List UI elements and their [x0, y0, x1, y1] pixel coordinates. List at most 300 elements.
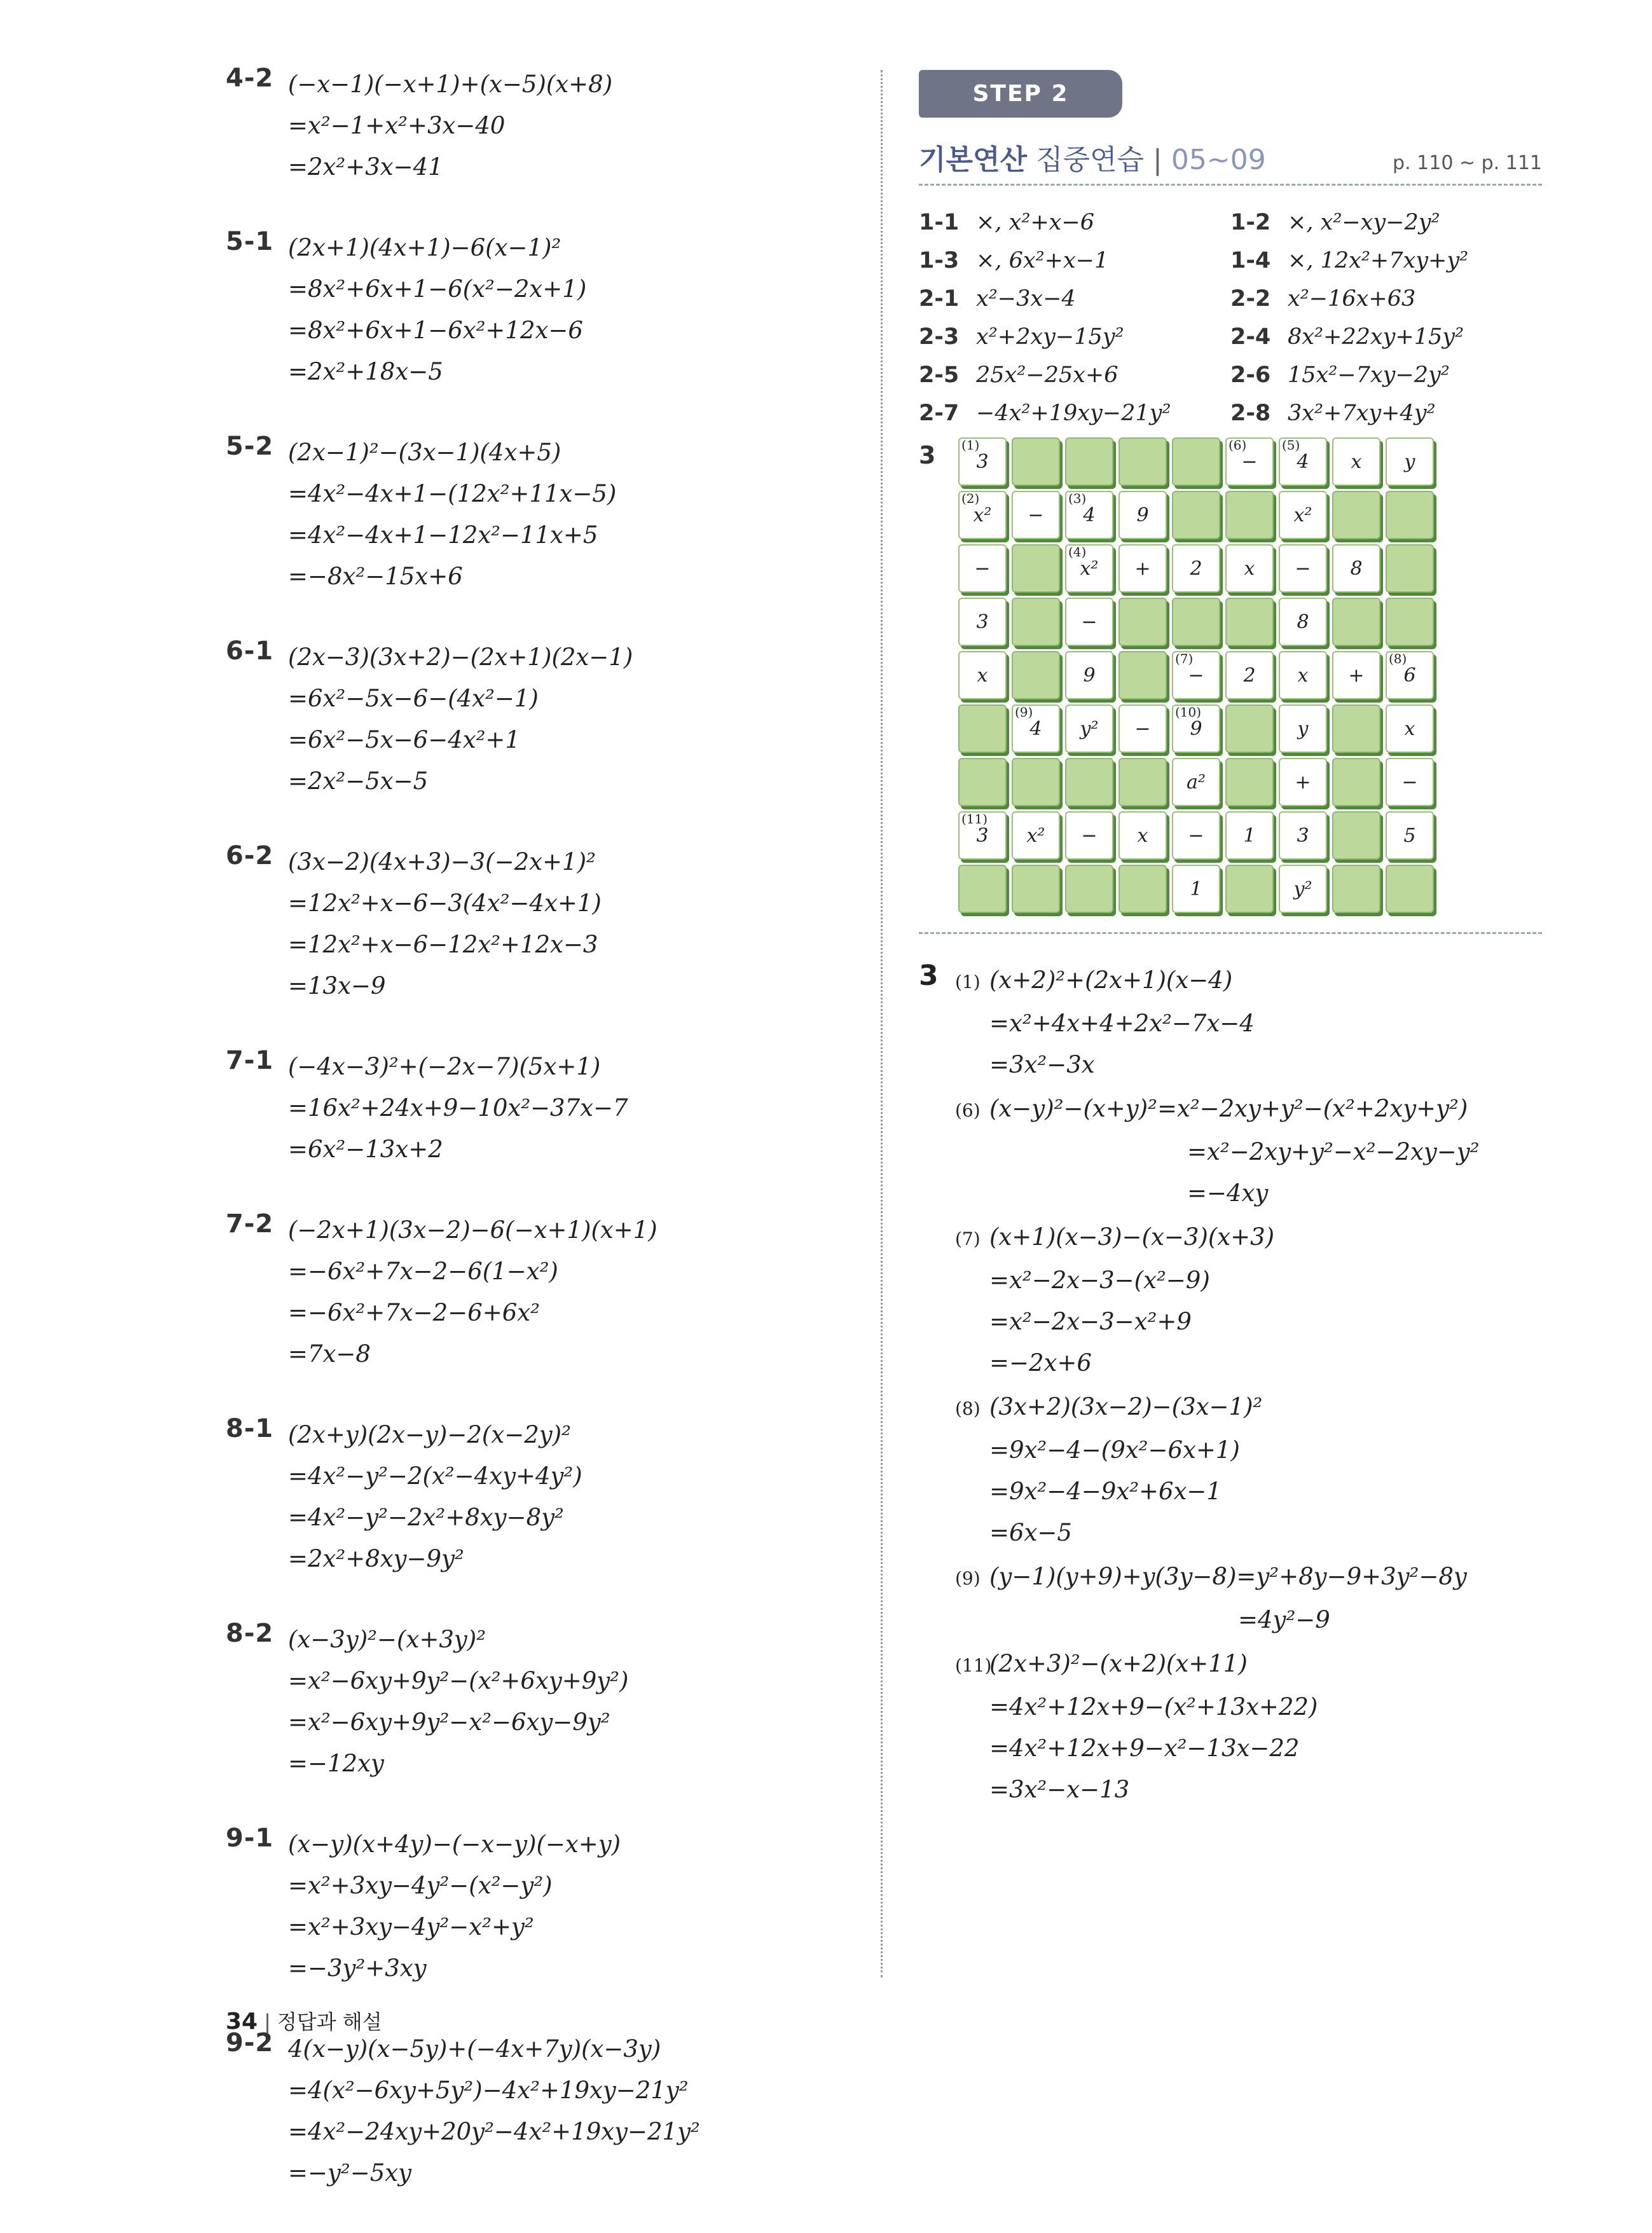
- solutions: [919, 959, 1542, 1810]
- puzzle-blank-cell: [1119, 865, 1167, 913]
- puzzle-cell: [1065, 704, 1113, 753]
- puzzle-clue-number: (6): [1229, 437, 1247, 453]
- puzzle-cell: [1065, 651, 1113, 699]
- puzzle-cell: [1279, 598, 1327, 646]
- puzzle-cell-value: −: [974, 557, 991, 580]
- puzzle-cell: [1065, 491, 1113, 539]
- puzzle-cell-value: 5: [1403, 824, 1416, 847]
- puzzle-blank-cell: [1225, 491, 1274, 539]
- puzzle-cell: [958, 651, 1007, 699]
- cross-number-puzzle: [919, 436, 1542, 919]
- answer-item: [1230, 286, 1542, 312]
- puzzle-cell: [1279, 758, 1327, 806]
- puzzle-blank-cell: [1012, 598, 1060, 646]
- equation-line: =4y²−9: [1238, 1606, 1330, 1633]
- puzzle-cell-value: 3: [1297, 824, 1309, 847]
- puzzle-cell-value: x²: [1080, 557, 1099, 580]
- equation-line: (−4x−3)²+(−2x−7)(5x+1): [288, 1053, 601, 1080]
- answer-value: x²−3x−4: [976, 286, 1076, 312]
- answer-item: [919, 286, 1230, 312]
- puzzle-cell: [1065, 811, 1113, 860]
- answer-row: [919, 280, 1542, 318]
- puzzle-grid: [957, 436, 1438, 917]
- puzzle-blank-cell: [1119, 758, 1167, 806]
- equation-line: =2x²−5x−5: [288, 767, 429, 795]
- puzzle-cell-value: 6: [1403, 664, 1416, 687]
- equation-line: (x−y)(x+4y)−(−x−y)(−x+y): [288, 1831, 621, 1858]
- equation-line: =−12xy: [288, 1750, 384, 1777]
- equation-line: =9x²−4−9x²+6x−1: [989, 1478, 1222, 1505]
- puzzle-cell: [1386, 704, 1434, 753]
- equation-line: =x²+3xy−4y²−x²+y²: [288, 1913, 534, 1941]
- equation-line: =x²−2x−3−(x²−9): [989, 1267, 1210, 1294]
- problem-block: [226, 227, 849, 392]
- puzzle-blank-cell: [1225, 758, 1274, 806]
- puzzle-blank-cell: [1172, 598, 1220, 646]
- equation-line: =6x²−13x+2: [288, 1136, 443, 1163]
- equation-line: =4x²−y²−2(x²−4xy+4y²): [288, 1462, 582, 1490]
- equation-line: =16x²+24x+9−10x²−37x−7: [288, 1094, 628, 1122]
- equation-line: (2x+y)(2x−y)−2(x−2y)²: [288, 1421, 571, 1448]
- equation-line: =2x²+18x−5: [288, 358, 443, 385]
- puzzle-label: 3: [919, 441, 936, 469]
- answer-value: x²+2xy−15y²: [976, 324, 1124, 350]
- equation-line: =−6x²+7x−2−6(1−x²): [288, 1258, 558, 1285]
- equation-line: =4x²−24xy+20y²−4x²+19xy−21y²: [288, 2118, 700, 2145]
- equation-line: =−8x²−15x+6: [288, 563, 463, 590]
- puzzle-cell-value: y²: [1293, 877, 1312, 900]
- problem-lines: [288, 841, 849, 1007]
- puzzle-blank-cell: [1332, 704, 1380, 753]
- puzzle-cell-value: 1: [1243, 824, 1256, 847]
- puzzle-blank-cell: [1332, 758, 1380, 806]
- puzzle-blank-cell: [1012, 651, 1060, 699]
- puzzle-blank-cell: [1332, 811, 1380, 860]
- section-title-range: 05~09: [1171, 144, 1266, 176]
- section-title-rest: 집중연습: [1036, 144, 1145, 176]
- answer-key: 1-3: [919, 248, 960, 273]
- equation-line: =x²+4x+4+2x²−7x−4: [989, 1010, 1255, 1037]
- puzzle-cell: [1386, 651, 1434, 699]
- solution-first-row: [955, 1216, 1542, 1260]
- equation-line: =6x−5: [989, 1519, 1072, 1546]
- equation-line: =3x²−x−13: [989, 1776, 1130, 1803]
- puzzle-cell: [1172, 865, 1220, 913]
- puzzle-cell: [1386, 758, 1434, 806]
- solution-block: [955, 1386, 1542, 1553]
- answer-key: 2-2: [1230, 286, 1271, 312]
- solution-block: [955, 1216, 1542, 1384]
- puzzle-clue-number: (8): [1389, 651, 1407, 666]
- answer-row: [919, 203, 1542, 242]
- answer-value: ×, 6x²+x−1: [976, 248, 1109, 273]
- puzzle-cell: [1172, 811, 1220, 860]
- footer: [226, 2006, 382, 2035]
- puzzle-cell: [1279, 491, 1327, 539]
- solution-label: (6): [955, 1100, 981, 1121]
- puzzle-blank-cell: [1065, 758, 1113, 806]
- puzzle-cell: [1332, 544, 1380, 593]
- equation-line: =x²−6xy+9y²−x²−6xy−9y²: [288, 1708, 610, 1736]
- equation-line: =3x²−3x: [989, 1051, 1095, 1078]
- equation-line: (x−y)²−(x+y)²=x²−2xy+y²−(x²+2xy+y²): [989, 1095, 1468, 1122]
- equation-line: =2x²+8xy−9y²: [288, 1545, 464, 1572]
- puzzle-cell: [958, 491, 1007, 539]
- solution-first-row: [955, 1386, 1542, 1429]
- equation-line: =4x²−y²−2x²+8xy−8y²: [288, 1504, 564, 1531]
- footer-text: 정답과 해설: [277, 2010, 382, 2034]
- answer-key: 1-1: [919, 210, 960, 235]
- puzzle-blank-cell: [1012, 758, 1060, 806]
- solution-block: [955, 1556, 1542, 1640]
- answer-item: [919, 248, 1230, 273]
- puzzle-clue-number: (11): [961, 811, 988, 827]
- problem-label: 6-1: [226, 636, 274, 666]
- puzzle-cell-value: a²: [1187, 771, 1206, 794]
- answer-value: 25x²−25x+6: [976, 362, 1119, 388]
- puzzle-cell-value: x: [1404, 717, 1415, 740]
- problem-lines: [288, 1824, 849, 1989]
- problem-block: [226, 64, 849, 188]
- puzzle-cell: [1119, 811, 1167, 860]
- equation-line: =x²−2xy+y²−x²−2xy−y²: [1187, 1138, 1480, 1165]
- puzzle-blank-cell: [1332, 865, 1380, 913]
- equation-line: (2x+1)(4x+1)−6(x−1)²: [288, 234, 561, 261]
- equation-line: =7x−8: [288, 1340, 371, 1368]
- answer-value: 15x²−7xy−2y²: [1288, 362, 1450, 388]
- solution-label: (7): [955, 1228, 981, 1249]
- section-divider: [919, 932, 1542, 934]
- puzzle-blank-cell: [1065, 865, 1113, 913]
- problem-lines: [288, 227, 849, 392]
- problem-label: 7-1: [226, 1046, 274, 1075]
- puzzle-cell-value: −: [1081, 824, 1098, 847]
- puzzle-cell-value: −: [1295, 557, 1311, 580]
- problem-label: 6-2: [226, 841, 274, 870]
- answer-value: −4x²+19xy−21y²: [976, 401, 1171, 426]
- puzzle-cell-value: −: [1188, 824, 1204, 847]
- puzzle-blank-cell: [1119, 651, 1167, 699]
- answer-item: [919, 362, 1230, 388]
- puzzle-clue-number: (1): [961, 437, 980, 453]
- puzzle-cell: [1225, 544, 1274, 593]
- puzzle-cell: [1065, 544, 1113, 593]
- equation-line: =−2x+6: [989, 1349, 1092, 1377]
- puzzle-cell: [1386, 437, 1434, 486]
- equation-line: 4(x−y)(x−5y)+(−4x+7y)(x−3y): [288, 2035, 661, 2063]
- equation-line: =x²+3xy−4y²−(x²−y²): [288, 1872, 553, 1899]
- answer-value: ×, 12x²+7xy+y²: [1288, 248, 1469, 273]
- equation-line: =2x²+3x−41: [288, 153, 443, 181]
- solution-label: (1): [955, 972, 981, 993]
- puzzle-cell: [1279, 544, 1327, 593]
- answer-key: 2-8: [1230, 401, 1271, 426]
- problem-label: 9-2: [226, 2028, 274, 2058]
- answer-row: [919, 242, 1542, 280]
- puzzle-cell: [1279, 811, 1327, 860]
- equation-line: =−4xy: [1187, 1179, 1269, 1207]
- solution-first-row: [955, 1088, 1542, 1131]
- puzzle-cell-value: +: [1348, 664, 1365, 687]
- equation-line: (3x−2)(4x+3)−3(−2x+1)²: [288, 848, 596, 876]
- puzzle-cell-value: 1: [1190, 877, 1202, 900]
- answer-row: [919, 356, 1542, 394]
- answer-value: 8x²+22xy+15y²: [1288, 324, 1464, 350]
- puzzle-cell-value: −: [1241, 450, 1258, 473]
- puzzle-cell-value: 3: [976, 450, 989, 473]
- section-pages: p. 110 ~ p. 111: [1393, 152, 1542, 174]
- puzzle-cell-value: x: [1351, 450, 1362, 473]
- puzzle-cell: [1012, 704, 1060, 753]
- puzzle-blank-cell: [1119, 598, 1167, 646]
- answer-key: 1-2: [1230, 210, 1271, 235]
- puzzle-cell-value: −: [1188, 664, 1204, 687]
- puzzle-blank-cell: [958, 704, 1007, 753]
- puzzle-cell: [1172, 651, 1220, 699]
- page-number: 34: [226, 2009, 258, 2035]
- equation-line: =−3y²+3xy: [288, 1955, 427, 1982]
- problem-block: [226, 1209, 849, 1375]
- problem-label: 7-2: [226, 1209, 274, 1239]
- problem-lines: [288, 1046, 849, 1170]
- puzzle-cell: [1225, 651, 1274, 699]
- solution-block: [955, 959, 1542, 1085]
- answer-item: [919, 324, 1230, 350]
- answer-value: x²−16x+63: [1288, 286, 1416, 312]
- problem-lines: [288, 64, 849, 188]
- equation-line: (y−1)(y+9)+y(3y−8)=y²+8y−9+3y²−8y: [989, 1563, 1467, 1590]
- problem-block: [226, 1619, 849, 1784]
- answer-item: [1230, 248, 1542, 273]
- equation-line: (2x−1)²−(3x−1)(4x+5): [288, 439, 561, 466]
- problem-label: 4-2: [226, 64, 274, 93]
- answer-key: 2-1: [919, 286, 960, 312]
- puzzle-cell: [1119, 491, 1167, 539]
- puzzle-blank-cell: [1386, 544, 1434, 593]
- answer-value: 3x²+7xy+4y²: [1288, 401, 1436, 426]
- problem-block: [226, 1824, 849, 1989]
- puzzle-cell: [1012, 491, 1060, 539]
- puzzle-cell: [958, 598, 1007, 646]
- puzzle-blank-cell: [1065, 437, 1113, 486]
- puzzle-cell-value: x: [1297, 664, 1309, 687]
- puzzle-cell-value: x²: [1026, 824, 1045, 847]
- puzzle-blank-cell: [1119, 437, 1167, 486]
- puzzle-cell-value: x: [977, 664, 988, 687]
- puzzle-cell: [1012, 811, 1060, 860]
- puzzle-blank-cell: [1225, 598, 1274, 646]
- equation-line: =8x²+6x+1−6(x²−2x+1): [288, 275, 587, 303]
- left-column: [226, 64, 849, 2233]
- answer-key: 2-3: [919, 324, 960, 350]
- equation-line: (−x−1)(−x+1)+(x−5)(x+8): [288, 71, 613, 98]
- equation-line: =6x²−5x−6−4x²+1: [288, 726, 520, 753]
- puzzle-cell-value: −: [1028, 504, 1044, 526]
- answer-item: [1230, 210, 1542, 235]
- solutions-label: 3: [919, 959, 939, 992]
- puzzle-cell-value: x: [1244, 557, 1255, 580]
- puzzle-cell-value: +: [1295, 771, 1311, 794]
- puzzle-cell-value: −: [1081, 610, 1098, 633]
- puzzle-cell: [1119, 544, 1167, 593]
- answer-key: 1-4: [1230, 248, 1271, 273]
- equation-line: (2x−3)(3x+2)−(2x+1)(2x−1): [288, 643, 633, 671]
- puzzle-cell: [1172, 704, 1220, 753]
- puzzle-cell: [1332, 437, 1380, 486]
- puzzle-cell-value: x²: [1293, 504, 1312, 526]
- problem-lines: [288, 432, 849, 597]
- puzzle-clue-number: (7): [1175, 651, 1194, 666]
- puzzle-blank-cell: [1172, 437, 1220, 486]
- puzzle-blank-cell: [1386, 598, 1434, 646]
- problem-label: 5-2: [226, 432, 274, 461]
- puzzle-cell-value: y: [1404, 450, 1415, 473]
- answer-item: [1230, 401, 1542, 426]
- solution-first-row: [955, 1643, 1542, 1686]
- answer-key: 2-5: [919, 362, 960, 388]
- puzzle-cell-value: −: [1401, 771, 1418, 794]
- solution-block: [955, 1643, 1542, 1810]
- puzzle-cell-value: 2: [1190, 557, 1202, 580]
- puzzle-cell-value: 4: [1083, 504, 1096, 526]
- equation-line: =−6x²+7x−2−6+6x²: [288, 1299, 540, 1326]
- puzzle-clue-number: (4): [1068, 544, 1087, 560]
- problem-label: 8-2: [226, 1619, 274, 1648]
- puzzle-cell-value: +: [1134, 557, 1151, 580]
- puzzle-clue-number: (2): [961, 491, 980, 506]
- answer-key: 2-7: [919, 401, 960, 426]
- equation-line: =4x²−4x+1−(12x²+11x−5): [288, 480, 617, 507]
- equation-line: (−2x+1)(3x−2)−6(−x+1)(x+1): [288, 1216, 657, 1244]
- puzzle-cell-value: 4: [1029, 717, 1042, 740]
- problem-block: [226, 636, 849, 802]
- solution-label: (8): [955, 1398, 981, 1419]
- answer-row: [919, 394, 1542, 432]
- equation-line: (x+1)(x−3)−(x−3)(x+3): [989, 1223, 1275, 1251]
- section-header: [919, 137, 1542, 186]
- puzzle-blank-cell: [958, 865, 1007, 913]
- answer-item: [1230, 324, 1542, 350]
- puzzle-cell-value: y²: [1080, 717, 1099, 740]
- equation-line: =x²−2x−3−x²+9: [989, 1308, 1192, 1335]
- puzzle-blank-cell: [1332, 598, 1380, 646]
- equation-line: (3x+2)(3x−2)−(3x−1)²: [989, 1393, 1263, 1420]
- puzzle-cell: [1065, 598, 1113, 646]
- problem-block: [226, 841, 849, 1007]
- equation-line: (2x+3)²−(x+2)(x+11): [989, 1650, 1248, 1677]
- puzzle-cell: [958, 437, 1007, 486]
- problem-block: [226, 1414, 849, 1579]
- problem-label: 9-1: [226, 1824, 274, 1853]
- puzzle-clue-number: (10): [1175, 704, 1202, 720]
- puzzle-cell-value: 2: [1243, 664, 1256, 687]
- puzzle-cell: [1119, 704, 1167, 753]
- puzzle-blank-cell: [1172, 491, 1220, 539]
- puzzle-blank-cell: [1012, 437, 1060, 486]
- puzzle-cell: [1279, 651, 1327, 699]
- right-column: [919, 70, 1542, 1813]
- puzzle-cell-value: 8: [1350, 557, 1363, 580]
- section-title-sep: |: [1153, 144, 1162, 176]
- equation-line: (x+2)²+(2x+1)(x−4): [989, 966, 1233, 994]
- puzzle-blank-cell: [1225, 865, 1274, 913]
- answer-item: [1230, 362, 1542, 388]
- equation-line: =4(x²−6xy+5y²)−4x²+19xy−21y²: [288, 2077, 689, 2104]
- puzzle-blank-cell: [1386, 491, 1434, 539]
- puzzle-blank-cell: [958, 758, 1007, 806]
- puzzle-blank-cell: [1332, 491, 1380, 539]
- puzzle-cell-value: x²: [973, 504, 992, 526]
- problem-block: [226, 432, 849, 597]
- equation-line: =−y²−5xy: [288, 2159, 412, 2187]
- puzzle-cell-value: 4: [1297, 450, 1309, 473]
- puzzle-cell: [1386, 811, 1434, 860]
- equation-line: =x²−1+x²+3x−40: [288, 112, 506, 139]
- answer-item: [919, 401, 1230, 426]
- equation-line: =13x−9: [288, 972, 386, 1000]
- puzzle-cell-value: 3: [976, 610, 989, 633]
- puzzle-cell-value: 9: [1083, 664, 1096, 687]
- answer-key: 2-6: [1230, 362, 1271, 388]
- puzzle-cell-value: x: [1137, 824, 1148, 847]
- puzzle-cell-value: 8: [1297, 610, 1309, 633]
- problem-label: 5-1: [226, 227, 274, 256]
- problem-lines: [288, 1209, 849, 1375]
- problem-label: 8-1: [226, 1414, 274, 1443]
- column-divider: [881, 70, 883, 1977]
- equation-line: =12x²+x−6−12x²+12x−3: [288, 931, 598, 958]
- equation-line: =4x²−4x+1−12x²−11x+5: [288, 521, 598, 549]
- equation-line: =9x²−4−(9x²−6x+1): [989, 1436, 1240, 1464]
- answer-item: [919, 210, 1230, 235]
- solution-first-row: [955, 959, 1542, 1003]
- equation-line: (x−3y)²−(x+3y)²: [288, 1626, 486, 1653]
- puzzle-cell-value: 9: [1190, 717, 1202, 740]
- puzzle-cell: [1332, 651, 1380, 699]
- puzzle-blank-cell: [1386, 865, 1434, 913]
- puzzle-cell: [1225, 437, 1274, 486]
- problem-lines: [288, 1619, 849, 1784]
- solution-first-row: [955, 1556, 1542, 1599]
- problem-lines: [288, 1414, 849, 1579]
- puzzle-cell: [958, 811, 1007, 860]
- answer-value: ×, x²+x−6: [976, 210, 1095, 235]
- solution-label: (11): [955, 1655, 992, 1676]
- equation-line: =8x²+6x+1−6x²+12x−6: [288, 317, 583, 344]
- puzzle-cell: [1279, 437, 1327, 486]
- section-title: [919, 137, 1266, 177]
- answer-row: [919, 318, 1542, 356]
- puzzle-blank-cell: [1225, 704, 1274, 753]
- section-title-bold: 기본연산: [919, 144, 1028, 176]
- problem-block: [226, 2028, 849, 2194]
- puzzle-cell: [1172, 758, 1220, 806]
- puzzle-cell: [1279, 704, 1327, 753]
- puzzle-cell-value: 3: [976, 824, 989, 847]
- solution-label: (9): [955, 1568, 981, 1589]
- equation-line: =x²−6xy+9y²−(x²+6xy+9y²): [288, 1667, 629, 1694]
- problem-lines: [288, 636, 849, 802]
- puzzle-cell: [958, 544, 1007, 593]
- puzzle-cell-value: y: [1297, 717, 1309, 740]
- answer-key: 2-4: [1230, 324, 1271, 350]
- equation-line: =6x²−5x−6−(4x²−1): [288, 685, 539, 712]
- solution-block: [955, 1088, 1542, 1214]
- puzzle-cell: [1225, 811, 1274, 860]
- puzzle-cell: [1279, 865, 1327, 913]
- equation-line: =4x²+12x+9−x²−13x−22: [989, 1735, 1300, 1762]
- equation-line: =4x²+12x+9−(x²+13x+22): [989, 1693, 1318, 1721]
